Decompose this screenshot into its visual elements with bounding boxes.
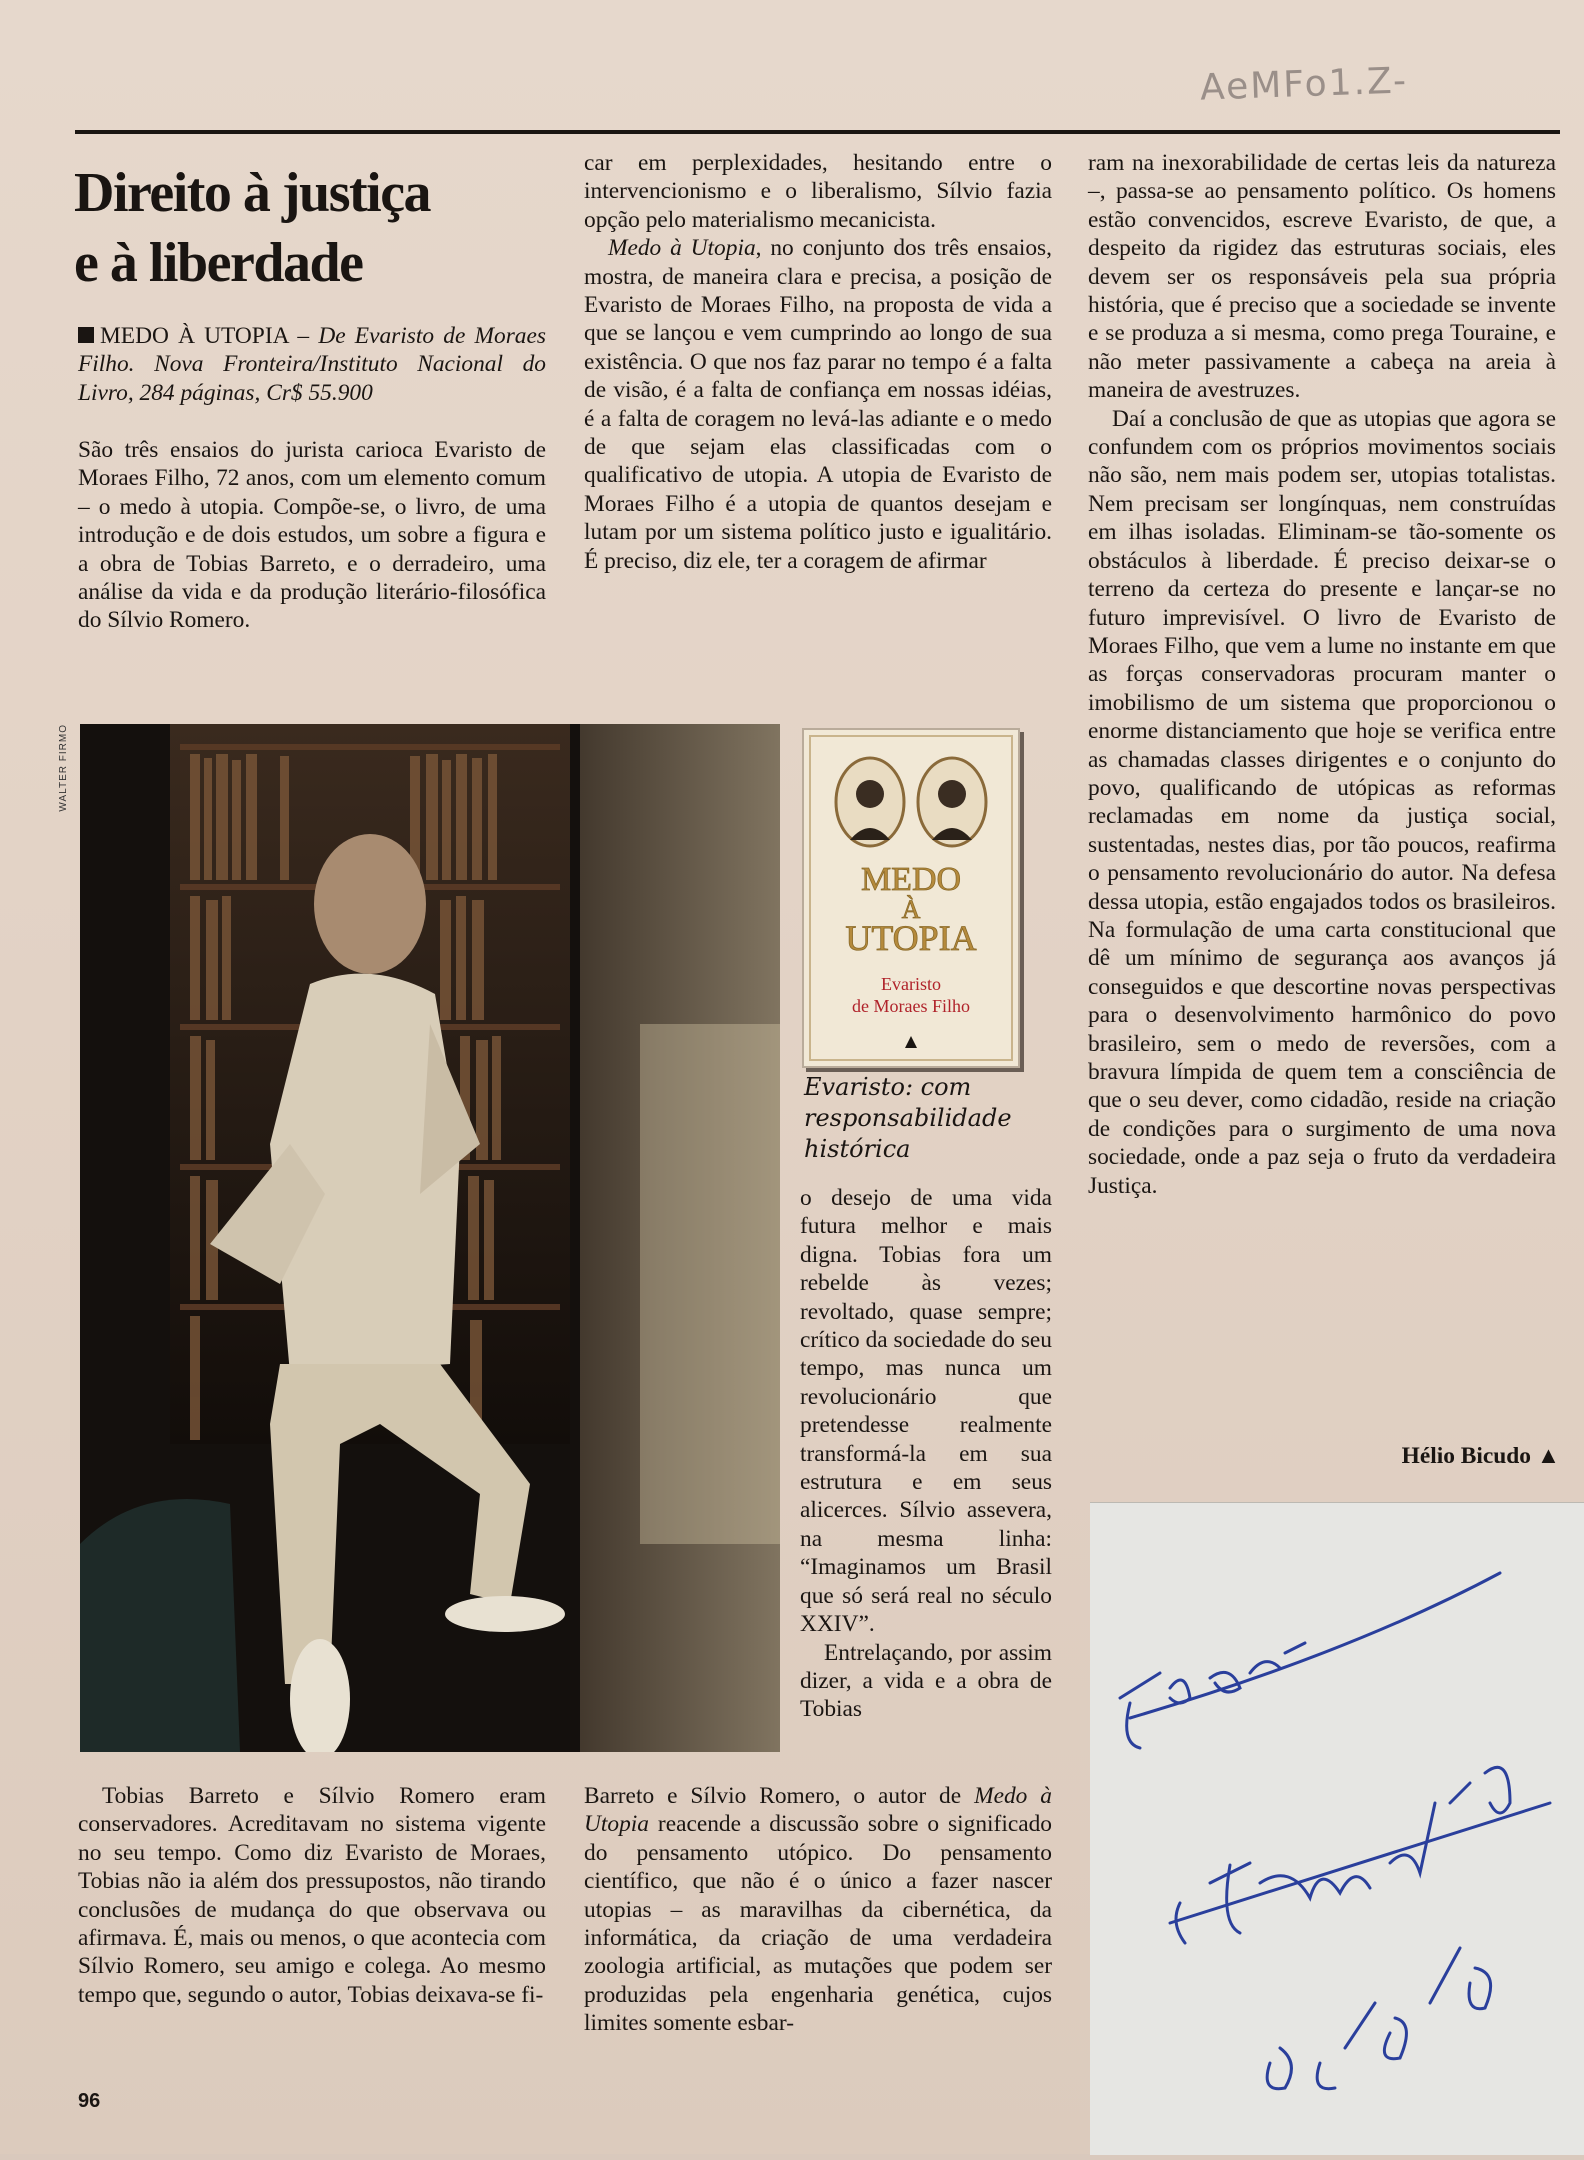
book-label: MEDO À UTOPIA – bbox=[100, 323, 310, 349]
paragraph: ram na inexorabilidade de certas leis da natureza –, passa-se ao pensamento político. Os homens estão convencidos, escreve Evaristo, de que, a despeito da rigidez das estruturas sociais, eles devem ser os responsáveis pela sua própria história, que é preciso que a sociedade se invente e se produza a si mesma, como prega Touraine, e não meter passivamente a cabeça na areia à maneira de avestruzes. bbox=[1088, 150, 1556, 404]
article-title bbox=[74, 158, 594, 298]
column-2-top bbox=[584, 149, 1052, 575]
page-number: 96 bbox=[78, 2090, 101, 2112]
cover-title-2: À bbox=[901, 895, 921, 924]
paragraph: São três ensaios do jurista carioca Evaristo de Moraes Filho, 72 anos, com um elemento comum – o medo à utopia. Compõe-se, o livro, de uma introdução e de dois estudos, um sobre a figura e a obra de Tobias Barreto, e o derradeiro, uma análise da vida e da produção literário-filosófica do Sílvio Romero. bbox=[78, 437, 546, 634]
photo-caption: Evaristo: com responsabilidade histórica bbox=[804, 1073, 1012, 1163]
paragraph bbox=[584, 234, 1052, 575]
title-line-1: Direito à justiça bbox=[74, 162, 431, 224]
paragraph: Daí a conclusão de que as utopias que agora se confundem com os próprios movimentos sociais não são, nem mais podem ser, utopias totalistas. Nem precisam ser longínquas, nem construídas em ilhas isoladas. Eliminam-se tão-somente os obstáculos à liberdade. É preciso deixar-se o terreno da certeza do presente e lançar-se no futuro imprevisível. O livro de Evaristo de Moraes Filho, que vem a lume no instante em que as forças conservadoras procuram manter o imobilismo de um sistema que proporcionou o enorme distanciamento que hoje se verifica entre as chamadas classes dirigentes e o conjunto do povo, qualificando de utópicas as reformas reclamadas em nome da justiça social, sustentadas, nestes dias, por tão poucos, reafirma o pensamento revolucionário do autor. Na defesa dessa utopia, estão engajados todos os brasileiros. Na formulação de uma carta constitucional que dê um mínimo de segurança aos avanços já conseguidos e que descortine novas perspectivas para o desenvolvimento harmônico do povo brasileiro, sem o medo de reversões, com a bravura límpida de quem tem a consciência de que o seu dever, como cidadão, reside na criação de condições para o surgimento de uma nova sociedade, onde a paz seja o fruto da verdadeira Justiça. bbox=[1088, 405, 1556, 1199]
book-cover-image bbox=[802, 728, 1020, 1068]
cover-author-2: de Moraes Filho bbox=[852, 996, 970, 1016]
paragraph-text: reacende a discussão sobre o significado do pensamento utópico. Do pensamento científico, que não é o único a fazer nascer utopias – as maravilhas da cibernética, da informática, da criação de uma verdadeira zoologia artificial, as mutações que podem ser produzidas pela engenharia genética, cujos limites somente esbar- bbox=[584, 1811, 1052, 2037]
column-2-narrow bbox=[800, 1184, 1052, 1724]
paragraph: Tobias Barreto e Sílvio Romero eram conservadores. Acreditavam no sistema vigente no seu tempo. Como diz Evaristo de Moraes, Tobias não ia além dos pressupostos, não tirando conclusões de mudança do que observava ou afirmava. É, mais ou menos, o que acontecia com Sílvio Romero, seu amigo e colega. Ao mesmo tempo que, segundo o autor, Tobias deixava-se fi- bbox=[78, 1783, 546, 2008]
paragraph: o desejo de uma vida futura melhor e mais digna. Tobias fora um rebelde às vezes; revoltado, quase sempre; crítico da sociedade do seu tempo, mas nunca um revolucionário que pretendesse realmente transformá-la em sua estrutura e em seus alicerces. Sílvio assevera, na mesma linha: “Imaginamos um Brasil que só será real no século XXIV”. bbox=[800, 1185, 1052, 1638]
title-line-2: e à liberdade bbox=[74, 232, 363, 294]
header-rule bbox=[75, 130, 1560, 134]
paragraph-text: , no conjunto dos três ensaios, mostra, de maneira clara e precisa, a posição de Evaristo de Moraes Filho, na proposta de vida a que se lançou e vem cumprindo ao longo de sua existência. O que nos faz parar no tempo é a falta de visão, é a falta de confiança em nossas idéias, é a falta de coragem no levá-las adiante e o medo de que sejam elas classificadas com o qualificativo de utopia. A utopia de Evaristo de Moraes Filho é a utopia de quantos desejam e lutam por um sistema político justo e igualitário. É preciso, diz ele, ter a coragem de afirmar bbox=[584, 235, 1053, 574]
square-bullet-icon bbox=[78, 327, 94, 343]
column-1-top bbox=[78, 436, 546, 635]
author-photo bbox=[80, 724, 780, 1752]
paragraph-text: Barreto e Sílvio Romero, o autor de bbox=[584, 1783, 962, 1809]
cover-title-3: UTOPIA bbox=[845, 918, 977, 958]
paragraph bbox=[584, 1782, 1052, 2038]
paragraph: Entrelaçando, por assim dizer, a vida e a obra de Tobias bbox=[800, 1639, 1052, 1723]
author-name: Hélio Bicudo bbox=[1401, 1443, 1531, 1469]
book-cover-art bbox=[804, 730, 1018, 1066]
photo-credit: WALTER FIRMO bbox=[58, 724, 69, 812]
book-title-inline: Medo à Utopia bbox=[608, 235, 756, 262]
paragraph: car em perplexidades, hesitando entre o intervencionismo e o liberalismo, Sílvio fazia opção pelo materialismo mecanicista. bbox=[584, 150, 1052, 233]
column-1-bottom bbox=[78, 1782, 546, 2009]
column-3 bbox=[1088, 149, 1556, 1200]
byline bbox=[1360, 1443, 1560, 1470]
column-2-bottom bbox=[584, 1782, 1052, 2038]
cover-author-1: Evaristo bbox=[881, 974, 941, 994]
handwritten-note-paper bbox=[1090, 1502, 1584, 2155]
handwritten-signature bbox=[1090, 1503, 1584, 2155]
pencil-annotation: AeMFo1.Z- bbox=[1199, 60, 1409, 109]
book-details: De Evaristo de Moraes Filho. Nova Fronteira/Instituto Nacional do Livro, 284 páginas, Cr$ 55.900 bbox=[78, 323, 546, 406]
photo-illustration bbox=[80, 724, 780, 1752]
book-title-inline: Medo à Utopia bbox=[584, 1783, 1052, 1838]
end-triangle-icon: ▲ bbox=[1536, 1443, 1560, 1469]
book-reference bbox=[78, 322, 546, 407]
cover-title-1: MEDO bbox=[860, 861, 962, 898]
